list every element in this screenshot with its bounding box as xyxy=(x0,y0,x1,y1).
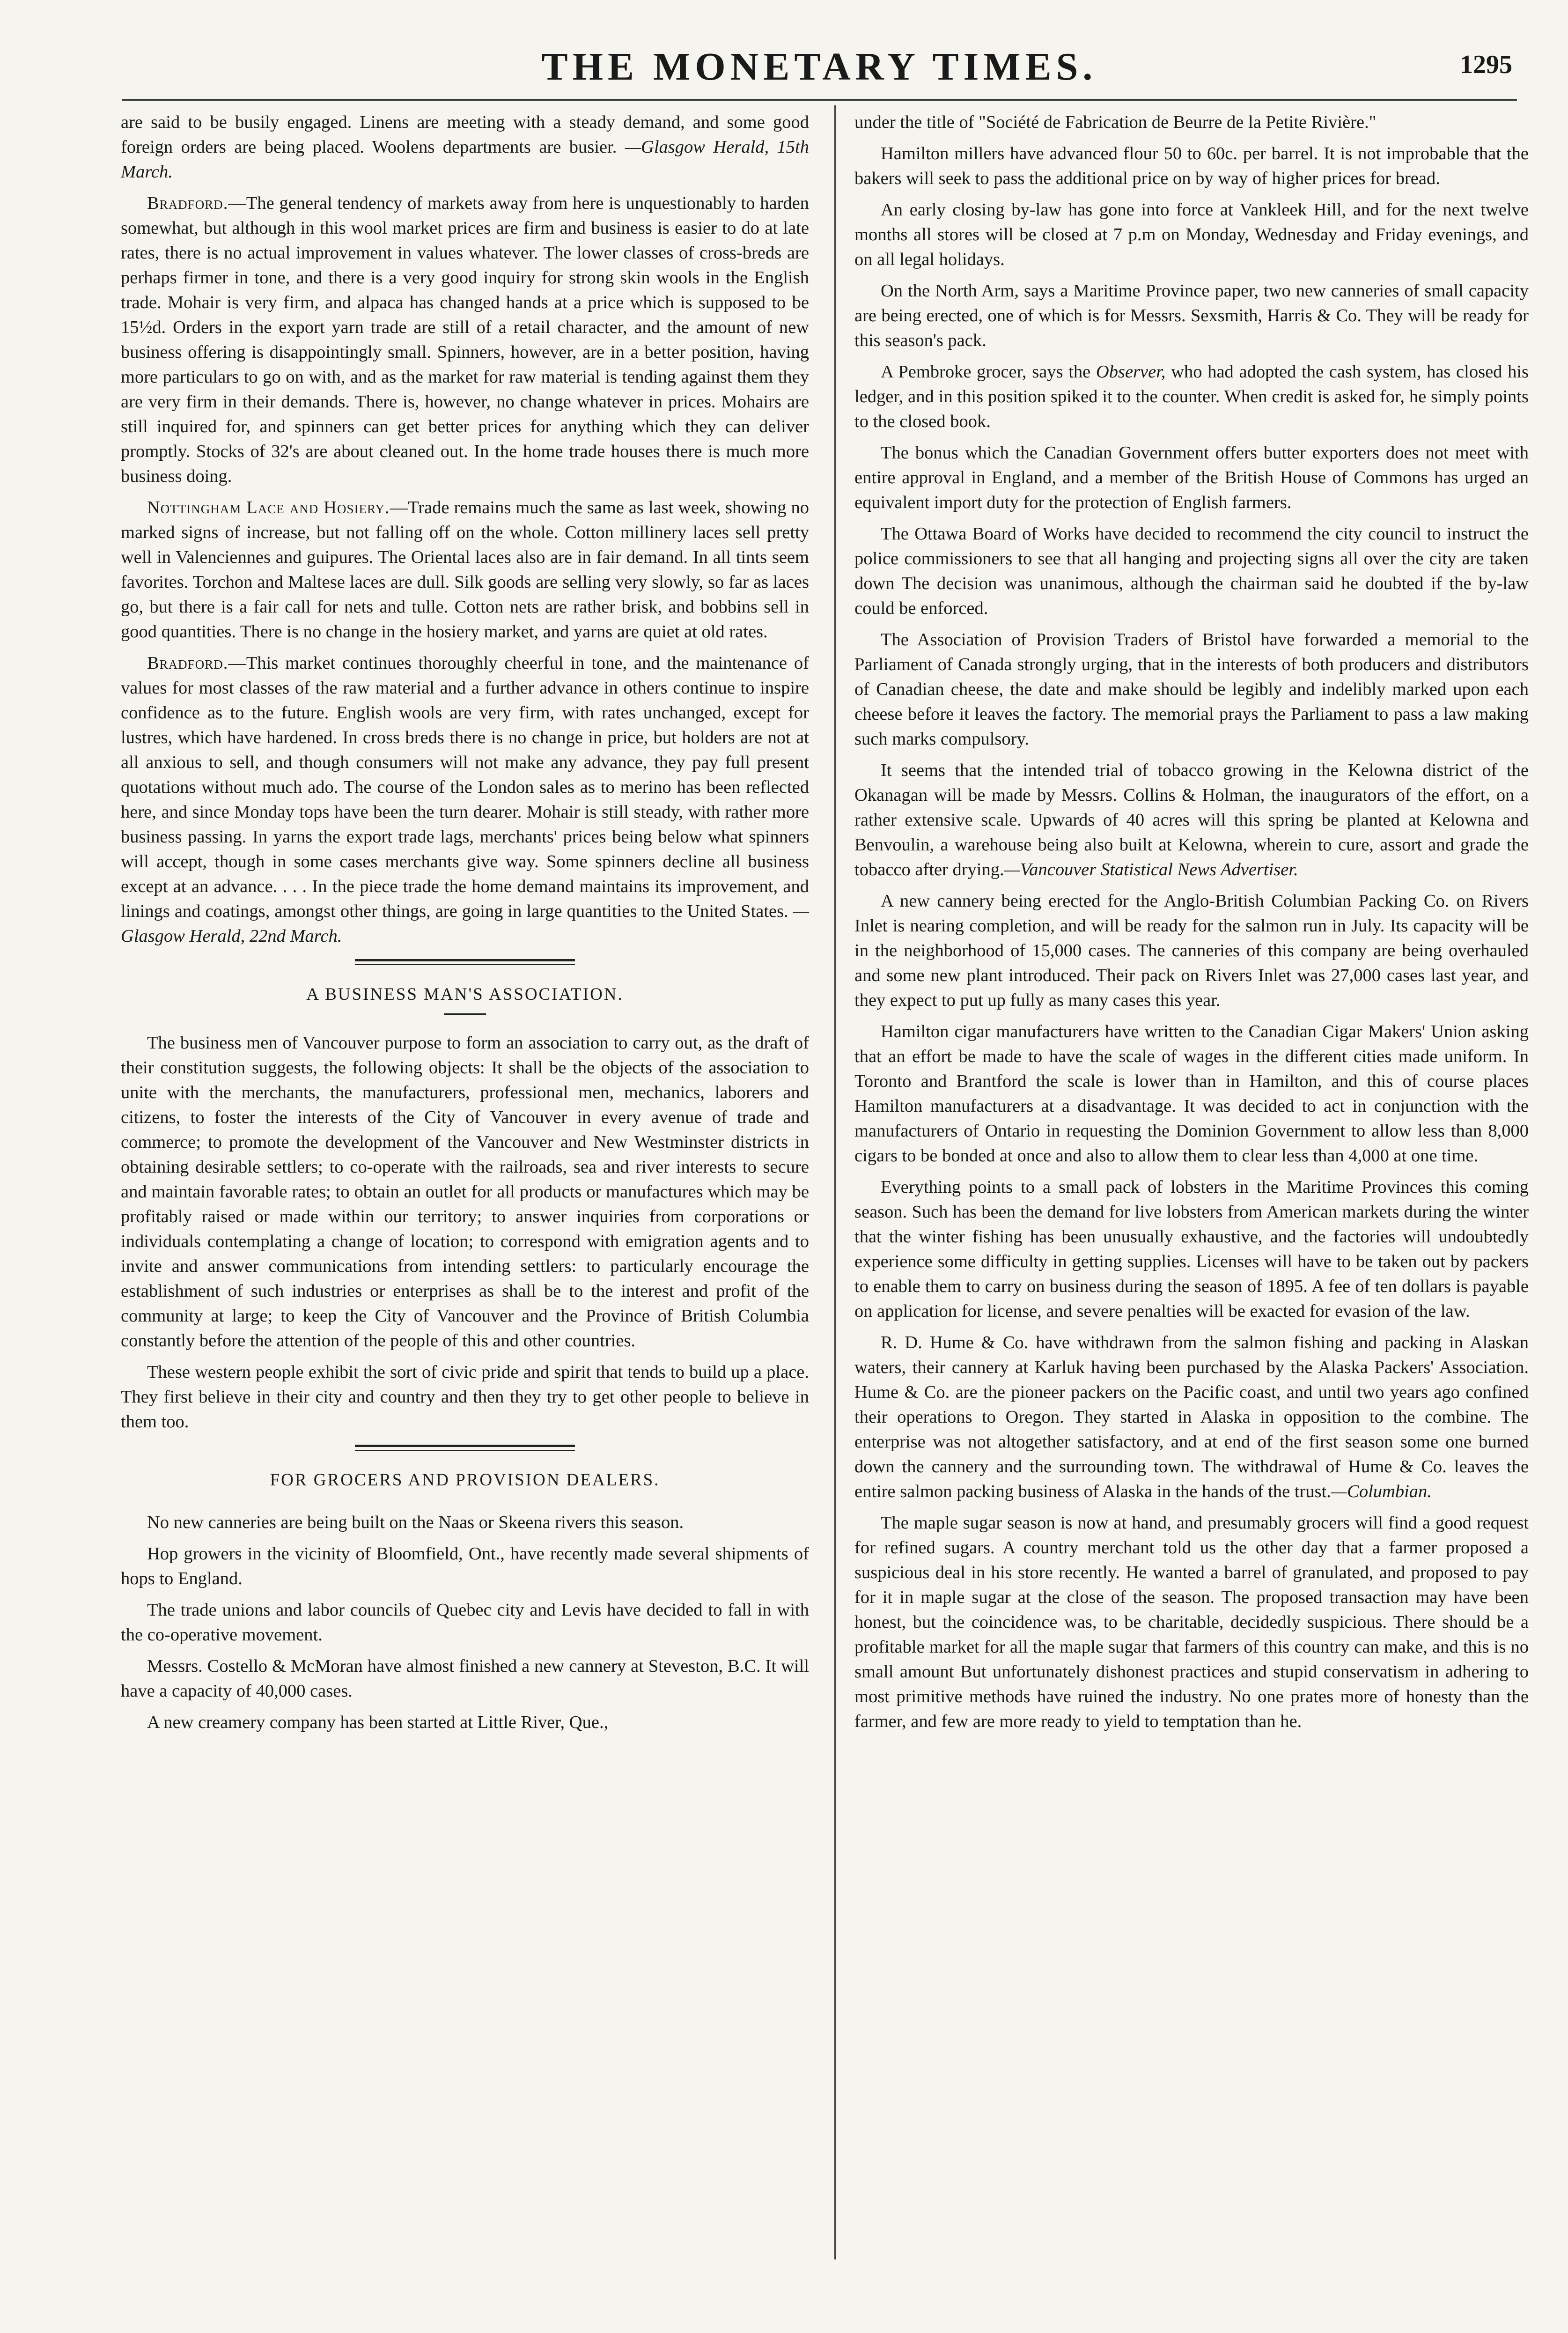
masthead xyxy=(122,41,1517,93)
source-citation: —Vancouver Statistical News Advertiser. xyxy=(1004,860,1298,879)
source-citation: —Glasgow Herald, 22nd March. xyxy=(121,901,809,946)
article-paragraph: Bradford.—This market continues thoroughly cheerful in tone, and the maintenance of values for most classes of the raw material and a further advance in others continue to inspire confidence as to the future. English wools are very firm, with rates unchanged, except for lustres, which have hardened. In cross breds there is no change in price, but holders are not at all anxious to sell, and though consumers will not make any advance, they pay full present quotations without much ado. The course of the London sales as to merino has been reflected here, and since Monday tops have been the turn dearer. Mohair is still steady, with rather more business passing. In yarns the export trade lags, merchants' prices being below what spinners will accept, though in some cases merchants give way. Some spinners decline all business except at an advance. . . . In the piece trade the home demand maintains its improvement, and linings and coatings, amongst other things, are going in large quantities to the United States. —Glasgow Herald, 22nd March. xyxy=(121,653,809,946)
article-paragraph: On the North Arm, says a Maritime Province paper, two new canneries of small capacity are being erected, one of which is for Messrs. Sexsmith, Harris & Co. They will be ready for this season's pack. xyxy=(854,281,1529,350)
masthead-rule xyxy=(122,99,1517,101)
article-paragraph: The maple sugar season is now at hand, and presumably grocers will find a good request for refined sugars. A country merchant told us the other day that a farmer proposed a suspicious deal in his store recently. He wanted a barrel of granulated, and proposed to pay for it in maple sugar at the close of the season. The proposed transaction may have been honest, but the coincidence was, to be charitable, decidedly suspicious. There should be a profitable market for all the maple sugar that farmers of this country can make, and this is no small amount But unfortunately dishonest practices and stupid conservatism in adhering to most primitive methods have ruined the industry. No one prates more of honesty than the farmer, and few are more ready to yield to temptation than he. xyxy=(854,1513,1529,1731)
article-paragraph: The bonus which the Canadian Government offers butter exporters does not meet with entire approval in England, and a member of the British House of Commons has urged an equivalent import duty for the protection of English farmers. xyxy=(854,443,1529,512)
article-paragraph: The trade unions and labor councils of Quebec city and Levis have decided to fall in with the co-operative movement. xyxy=(121,1600,809,1645)
article-paragraph: The business men of Vancouver purpose to form an association to carry out, as the draft of their constitution suggests, the following objects: It shall be the objects of the association to unite with the merchants, the manufacturers, professional men, mechanics, laborers and citizens, to foster the interests of the City of Vancouver in every avenue of trade and commerce; to promote the development of the Vancouver and New Westminster districts in obtaining desirable settlers; to co-operate with the railroads, sea and river interests to secure and maintain favorable rates; to obtain an outlet for all products or manufactures which may be profitably raised or made within our territory; to answer inquiries from corporations or individuals contemplating a change of location; to correspond with emigration agents and to invite and answer communications from intending settlers: to particularly encourage the establishment of such industries or enterprises as shall be to the interest and profit of the community at large; to keep the City of Vancouver and the Province of British Columbia constantly before the attention of the people of this and other countries. xyxy=(121,1033,809,1351)
newspaper-title: THE MONETARY TIMES. xyxy=(541,45,1097,89)
article-paragraph: A new cannery being erected for the Anglo-British Columbian Packing Co. on Rivers Inlet is nearing completion, and will be ready for the salmon run in July. Its capacity will be in the neighborhood of 15,000 cases. The canneries of this company are being overhauled and some new plant introduced. Their pack on Rivers Inlet was 27,000 cases last year, and they expect to put up fully as many cases this year. xyxy=(854,891,1529,1010)
heading-rule xyxy=(444,1013,486,1015)
section-heading: FOR GROCERS AND PROVISION DEALERS. xyxy=(270,1470,660,1490)
article-paragraph: The Association of Provision Traders of Bristol have forwarded a memorial to the Parliament of Canada strongly urging, that in the interests of both producers and distributors of Canadian cheese, the date and make should be legibly and indelibly marked upon each cheese before it leaves the factory. The memorial prays the Parliament to pass a law making such marks compulsory. xyxy=(854,630,1529,749)
article-paragraph: Hamilton millers have advanced flour 50 to 60c. per barrel. It is not improbable that the bakers will seek to pass the additional price on by way of higher prices for bread. xyxy=(854,144,1529,188)
section-lead: Bradford. xyxy=(147,193,228,213)
article-paragraph: A new creamery company has been started at Little River, Que., xyxy=(147,1713,609,1732)
source-citation: —Columbian. xyxy=(1331,1482,1432,1501)
article-paragraph: Nottingham Lace and Hosiery.—Trade remains much the same as last week, showing no marked signs of increase, but not falling off on the whole. Cotton millinery laces sell pretty well in Valenciennes and guipures. The Oriental laces also are in fair demand. In all tints seem favorites. Torchon and Maltese laces are dull. Silk goods are selling very slowly, so far as laces go, but there is a fair call for nets and tulle. Cotton nets are rather brisk, and bobbins sell in good quantities. There is no change in the hosiery market, and yarns are quiet at old rates. xyxy=(121,498,809,642)
article-paragraph: are said to be busily engaged. Linens are meeting with a steady demand, and some good foreign orders are being placed. Woolens departments are busier. —Glasgow Herald, 15th March. xyxy=(121,112,810,182)
newspaper-name: Observer, xyxy=(1096,362,1166,382)
article-paragraph: Messrs. Costello & McMoran have almost finished a new cannery at Steveston, B.C. It will have a capacity of 40,000 cases. xyxy=(121,1656,809,1701)
article-paragraph: under the title of "Société de Fabrication de Beurre de la Petite Rivière." xyxy=(854,112,1377,132)
section-lead: Bradford. xyxy=(147,653,228,673)
section-heading: A BUSINESS MAN'S ASSOCIATION. xyxy=(306,985,624,1004)
article-paragraph: Hamilton cigar manufacturers have written to the Canadian Cigar Makers' Union asking that an effort be made to have the scale of wages in the different cities made uniform. In Toronto and Brantford the scale is lower than in Hamilton, and this of course places Hamilton manufacturers at a disadvantage. It was decided to act in conjunction with the manufacturers of Ontario in requesting the Dominion Government to allow less than 8,000 cigars to be bonded at once and also to allow them to clear less than 4,000 at one time. xyxy=(854,1022,1529,1166)
right-column xyxy=(854,110,1529,1741)
article-paragraph: No new canneries are being built on the Naas or Skeena rivers this season. xyxy=(147,1513,684,1532)
article-paragraph: The Ottawa Board of Works have decided to recommend the city council to instruct the police commissioners to see that all hanging and projecting signs all over the city are taken down The decision was unanimous, although the chairman said he doubted if the by-law could be enforced. xyxy=(854,524,1529,618)
section-divider xyxy=(355,1445,575,1451)
column-divider xyxy=(834,105,836,2259)
section-divider xyxy=(355,959,575,965)
left-column xyxy=(121,110,809,1742)
article-paragraph: Everything points to a small pack of lobsters in the Maritime Provinces this coming season. Such has been the demand for live lobsters from American markets during the winter that the winter fishing has been unusually exhaustive, and the factories will undoubtedly experience some difficulty in getting supplies. Licenses will have to be taken out by packers to enable them to carry on business during the season of 1895. A fee of ten dollars is payable on application for license, and severe penalties will be exacted for evasion of the law. xyxy=(854,1177,1529,1321)
article-paragraph: These western people exhibit the sort of civic pride and spirit that tends to build up a place. They first believe in their city and country and then they try to get other people to believe in them too. xyxy=(121,1362,809,1432)
article-paragraph: An early closing by-law has gone into force at Vankleek Hill, and for the next twelve months all stores will be closed at 7 p.m on Monday, Wednesday and Friday evenings, and on all legal holidays. xyxy=(854,200,1529,269)
article-paragraph: R. D. Hume & Co. have withdrawn from the salmon fishing and packing in Alaskan waters, their cannery at Karluk having been purchased by the Alaska Packers' Association. Hume & Co. are the pioneer packers on the Pacific coast, and until two years ago confined their operations to Oregon. They started in Alaska in opposition to the combine. The enterprise was not altogether satisfactory, and at end of the first season some one burned down the cannery and the surrounding town. The withdrawal of Hume & Co. leaves the entire salmon packing business of Alaska in the hands of the trust.—Columbian. xyxy=(854,1333,1529,1501)
article-paragraph: It seems that the intended trial of tobacco growing in the Kelowna district of the Okanagan will be made by Messrs. Collins & Holman, the inaugurators of the effort, on a rather extensive scale. Upwards of 40 acres will this spring be planted at Kelowna and Benvoulin, a warehouse being also built at Kelowna, wherein to cure, assort and grade the tobacco after drying.—Vancouver Statistical News Advertiser. xyxy=(854,760,1529,879)
article-paragraph: Bradford.—The general tendency of markets away from here is unquestionably to harden somewhat, but although in this wool market prices are firm and business is easier to do at late rates, there is no actual improvement in values whatever. The lower classes of cross-breds are perhaps firmer in tone, and there is a very good inquiry for strong skin wools in the English trade. Mohair is very firm, and alpaca has changed hands at a price which is supposed to be 15½d. Orders in the export yarn trade are still of a retail character, and the amount of new business offering is disappointingly small. Spinners, however, are in a better position, having more particulars to go on with, and as the market for raw material is tending against them they are very firm in their demands. There is, however, no change whatever in prices. Mohairs are still inquired for, and spinners can get better prices for anything which they can deliver promptly. Stocks of 32's are about cleaned out. In the home trade houses there is much more business doing. xyxy=(121,193,809,486)
article-paragraph: A Pembroke grocer, says the Observer, who had adopted the cash system, has closed his ledger, and in this position spiked it to the counter. When credit is asked for, he simply points to the closed book. xyxy=(854,362,1529,431)
section-lead: Nottingham Lace and Hosiery. xyxy=(147,498,390,517)
source-citation: —Glasgow Herald, 15th March. xyxy=(121,137,810,182)
article-paragraph: Hop growers in the vicinity of Bloomfield, Ont., have recently made several shipments of hops to England. xyxy=(121,1544,809,1588)
page-number: 1295 xyxy=(1460,50,1512,79)
